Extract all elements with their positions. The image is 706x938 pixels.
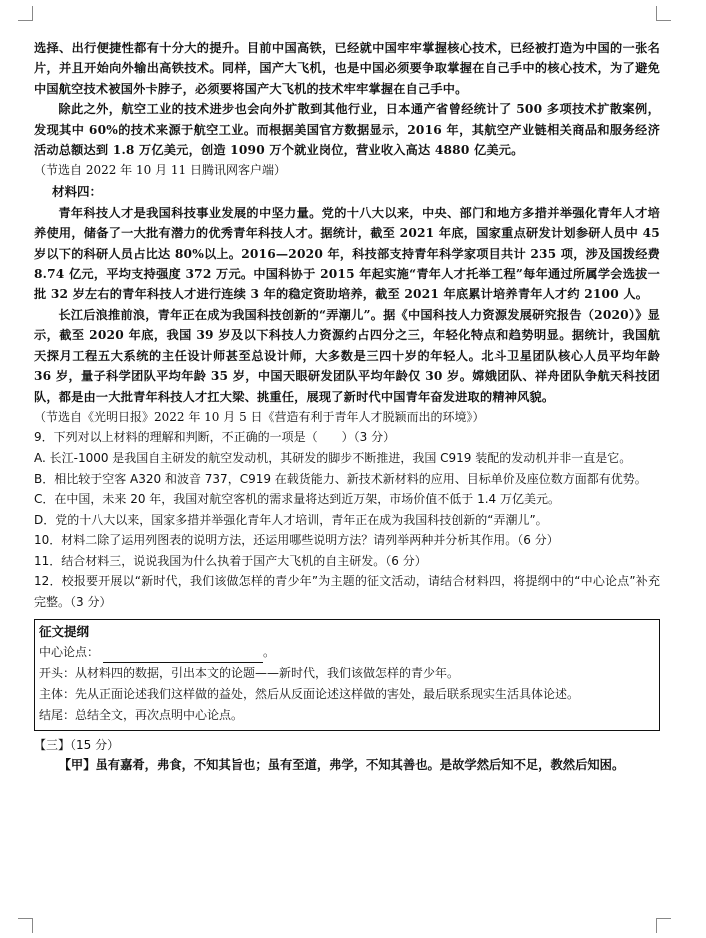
paragraph-material4-1: 青年科技人才是我国科技事业发展的中坚力量。党的十八大以来，中央、部门和地方多措并举强化青年人才培养使用，储备了一大批有潜力的优秀青年科技人才。据统计，截至 2021 年底，国家重点研发计划参研人员中 45 岁以下的科研人员占比达 80%以上。2016—2020 年，科技部支持青年科学家项目共计 235 项，涉及国拨经费 8.74 亿元，平均支持强度 372 万元。中国科协于 2015 年起实施“青年人才托举工程”每年通过所属学会选拔一批 32 岁左右的青年科技人才进行连续 3 年的稳定资助培养，截至 2021 年底累计培养青年人才约 2100 人。 [34, 205, 660, 302]
outline-thesis-row [39, 642, 653, 663]
section-3-heading: 【三】（15 分） [34, 737, 120, 752]
document-body [34, 38, 660, 775]
option-d: D．党的十八大以来，国家多措并举强化青年人才培训，青年正在成为我国科技创新的“弄潮儿”。 [34, 512, 548, 527]
paragraph-aviation-spillover: 除此之外，航空工业的技术进步也会向外扩散到其他行业，日本通产省曾经统计了 500 多项技术扩散案例，发现其中 60%的技术来源于航空工业。而根据美国官方数据显示，2016 年，其航空产业链相关商品和服务经济活动总额达到 1.8 万亿美元，创造 1090 万个就业岗位，营业收入高达 4880 亿美元。 [34, 102, 660, 158]
material-4-heading: 材料四： [52, 183, 103, 199]
crop-mark-top-right [656, 6, 671, 21]
thesis-label: 中心论点： [39, 644, 100, 659]
outline-body: 主体：先从正面论述我们这样做的益处，然后从反面论述这样做的害处，最后联系现实生活具体论述。 [39, 686, 580, 701]
outline-title: 征文提纲 [39, 623, 90, 639]
question-11: 11．结合材料三，说说我国为什么执着于国产大飞机的自主研发。（6 分） [34, 553, 427, 568]
essay-outline-box [34, 619, 660, 731]
crop-mark-bottom-left [18, 918, 33, 933]
question-12: 12．校报要开展以“新时代，我们该做怎样的青少年”为主题的征文活动，请结合材料四，将提纲中的“中心论点”补充完整。（3 分） [34, 574, 660, 610]
thesis-end: 。 [263, 644, 276, 659]
source-note-tencent: （节选自 2022 年 10 月 11 日腾讯网客户端） [34, 163, 286, 178]
source-note-guangming: （节选自《光明日报》2022 年 10 月 5 日《营造有利于青年人才脱颖而出的环境》） [34, 409, 485, 424]
crop-mark-bottom-right [656, 918, 671, 933]
outline-ending: 结尾：总结全文，再次点明中心论点。 [39, 707, 244, 722]
question-9: 9．下列对以上材料的理解和判断，不正确的一项是（ ）（3 分） [34, 430, 396, 445]
option-c: C．在中国，未来 20 年，我国对航空客机的需求量将达到近万架，市场价值不低于 1.4 万亿美元。 [34, 492, 560, 507]
question-10: 10．材料二除了运用列图表的说明方法，还运用哪些说明方法？请列举两种并分析其作用。（6 分） [34, 533, 559, 548]
outline-opening: 开头：从材料四的数据，引出本文的论题——新时代，我们该做怎样的青少年。 [39, 665, 460, 680]
paragraph-material4-2: 长江后浪推前浪，青年正在成为我国科技创新的“弄潮儿”。据《中国科技人力资源发展研究报告（2020）》显示，截至 2020 年底，我国 39 岁及以下科技人力资源约占四分之三，年轻化特点和趋势明显。据统计，我国航天探月工程五大系统的主任设计师甚至总设计师，大多数是三四十岁的年轻人。北斗卫星团队核心人员平均年龄 36 岁，量子科学团队平均年龄 35 岁，中国天眼研发团队平均年龄仅 30 岁。嫦娥团队、祥舟团队争航天科技团队，都是由一大批青年科技人才扛大梁、挑重任，展现了新时代中国青年奋发进取的精神风貌。 [34, 307, 660, 404]
thesis-blank[interactable] [103, 648, 263, 663]
classical-passage-a: 【甲】虽有嘉肴，弗食，不知其旨也；虽有至道，弗学，不知其善也。是故学然后知不足，教然后知困。 [58, 756, 625, 772]
option-b: B．相比较于空客 A320 和波音 737，C919 在载货能力、新技术新材料的应用、目标单价及座位数方面都有优势。 [34, 471, 647, 486]
option-a: A. 长江-1000 是我国自主研发的航空发动机，其研发的脚步不断推进，我国 C919 装配的发动机并非一直是它。 [34, 450, 632, 465]
crop-mark-top-left [18, 6, 33, 21]
paragraph-continued: 选择、出行便捷性都有十分大的提升。目前中国高铁，已经就中国牢牢掌握核心技术，已经被打造为中国的一张名片，并且开始向外输出高铁技术。同样，国产大飞机，也是中国必须要争取掌握在自己手中的核心技术，为了避免中国航空技术被国外卡脖子，必须要将国产大飞机的技术牢牢掌握在自己手中。 [34, 41, 660, 96]
